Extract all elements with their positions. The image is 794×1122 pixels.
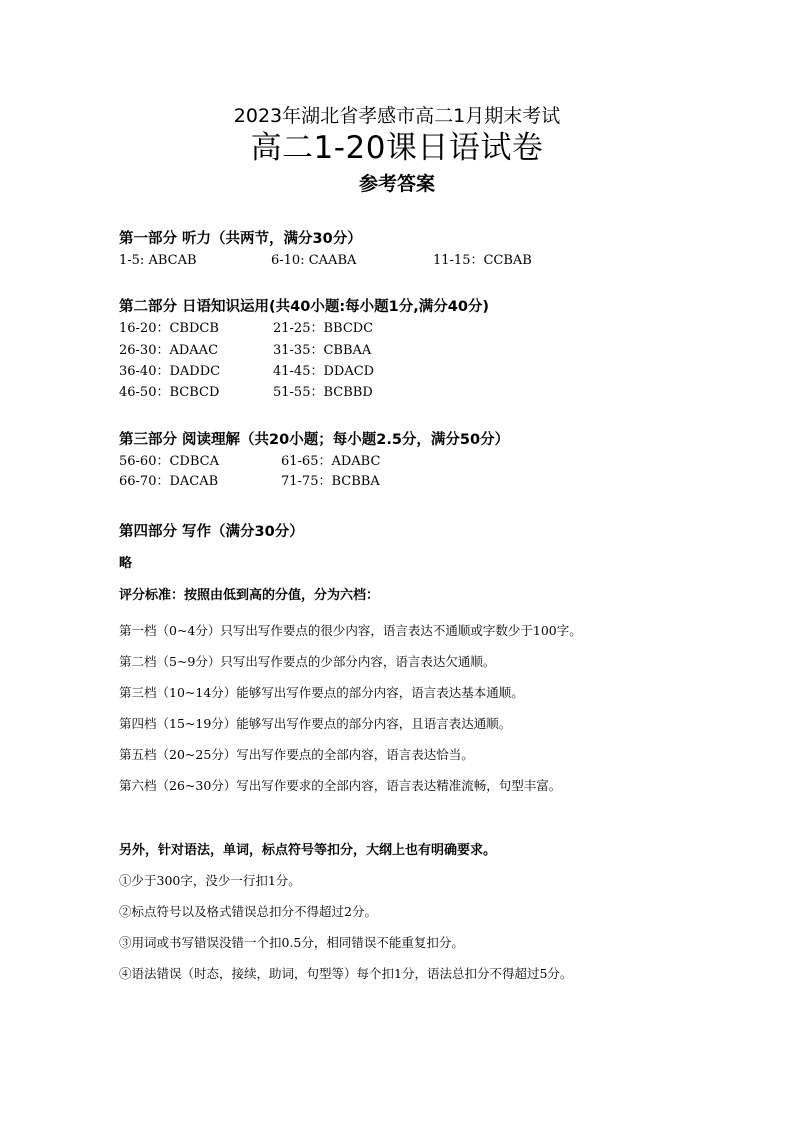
criteria-level-2: 第二档（5~9分）只写出写作要点的少部分内容，语言表达欠通顺。: [119, 654, 496, 669]
part2-heading: 第二部分 日语知识运用(共40小题:每小题1分,满分40分): [119, 299, 490, 315]
part3-answer: 56-60：CDBCA: [119, 454, 219, 469]
part3-answer: 71-75：BCBBA: [281, 474, 380, 489]
answer-key-title: 参考答案: [358, 173, 435, 195]
paper-title: 高二1-20课日语试卷: [250, 130, 544, 166]
exam-title: 2023年湖北省孝感市高二1月期末考试: [233, 105, 561, 127]
part2-answer: 41-45：DDACD: [273, 364, 375, 379]
part3-heading: 第三部分 阅读理解（共20小题；每小题2.5分，满分50分）: [119, 432, 510, 448]
criteria-level-3: 第三档（10~14分）能够写出写作要点的部分内容，语言表达基本通顺。: [119, 685, 524, 700]
part2-answer: 21-25：BBCDC: [273, 321, 374, 336]
part3-answer: 66-70：DACAB: [119, 474, 219, 489]
part2-answer: 51-55：BCBBD: [273, 385, 373, 400]
part4-heading: 第四部分 写作（满分30分）: [119, 524, 304, 540]
part1-answer-3: 11-15：CCBAB: [433, 253, 532, 268]
part1-answer-1: 1-5: ABCAB: [119, 253, 197, 268]
criteria-level-6: 第六档（26~30分）写出写作要求的全部内容，语言表达精准流畅，句型丰富。: [119, 778, 562, 793]
deduction-item-3: ③用词或书写错误没错一个扣0.5分，相同错误不能重复扣分。: [119, 935, 464, 950]
criteria-level-1: 第一档（0~4分）只写出写作要点的很少内容，语言表达不通顺或字数少于100字。: [119, 623, 582, 638]
deduction-item-1: ①少于300字，没少一行扣1分。: [119, 873, 301, 888]
part1-heading: 第一部分 听力（共两节，满分30分）: [119, 231, 362, 247]
writing-omitted-note: 略: [119, 556, 133, 571]
part2-answer: 26-30：ADAAC: [119, 343, 219, 358]
deductions-heading: 另外，针对语法，单词，标点符号等扣分，大纲上也有明确要求。: [119, 843, 497, 858]
part3-answer: 61-65：ADABC: [281, 454, 381, 469]
criteria-heading: 评分标准：按照由低到高的分值，分为六档：: [119, 588, 380, 603]
criteria-level-4: 第四档（15~19分）能够写出写作要点的部分内容，且语言表达通顺。: [119, 716, 512, 731]
part2-answer: 16-20：CBDCB: [119, 321, 219, 336]
part2-answer: 31-35：CBBAA: [273, 343, 372, 358]
part1-answer-2: 6-10: CAABA: [271, 253, 357, 268]
part2-answer: 46-50：BCBCD: [119, 385, 220, 400]
criteria-level-5: 第五档（20~25分）写出写作要点的全部内容，语言表达恰当。: [119, 747, 474, 762]
deduction-item-2: ②标点符号以及格式错误总扣分不得超过2分。: [119, 904, 377, 919]
part2-answer: 36-40：DADDC: [119, 364, 221, 379]
deduction-item-4: ④语法错误（时态，接续，助词，句型等）每个扣1分，语法总扣分不得超过5分。: [119, 966, 573, 981]
